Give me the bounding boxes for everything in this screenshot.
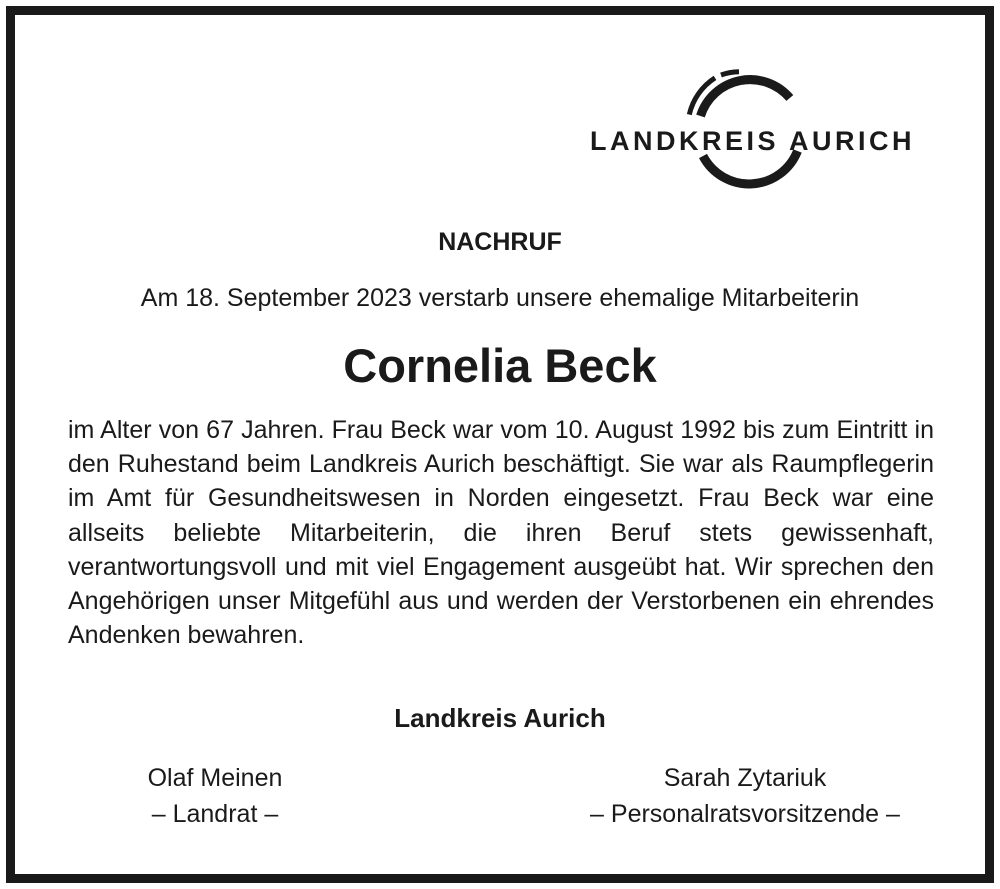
logo-text: LANDKREIS AURICH [590, 126, 915, 156]
signatory-personalrat [545, 760, 945, 832]
notice-body: im Alter von 67 Jahren. Frau Beck war vom 10. August 1992 bis zum Eintritt in den Ruhestand beim Landkreis Aurich beschäftigt. Sie war als Raumpflegerin im Amt für Gesundheitswesen in Norden eingesetzt. Frau Beck war eine allseits beliebte Mitarbeiterin, die ihren Beruf stets gewissenhaft, verantwortungsvoll und mit viel Engagement ausgeübt hat. Wir sprechen den Angehörigen unser Mitgefühl aus und werden der Verstorbenen ein ehrendes Andenken bewahren. [68, 416, 934, 650]
organization-name: Landkreis Aurich [394, 703, 606, 733]
landkreis-aurich-logo [590, 68, 920, 198]
signatory-name: Sarah Zytariuk [663, 764, 827, 792]
notice-intro: Am 18. September 2023 verstarb unsere ehemalige Mitarbeiterin [140, 284, 860, 312]
signatory-role: – Personalratsvorsitzende – [590, 800, 900, 828]
signatory-role: – Landrat – [151, 800, 279, 828]
deceased-name: Cornelia Beck [343, 339, 657, 392]
signatory-landrat [95, 760, 335, 832]
notice-heading: NACHRUF [438, 228, 562, 256]
signatory-name: Olaf Meinen [147, 764, 283, 792]
